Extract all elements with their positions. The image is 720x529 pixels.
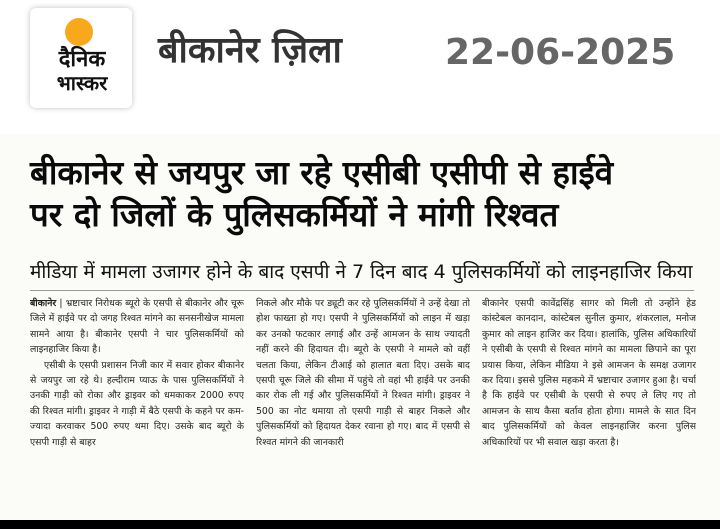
paragraph-text: | भ्रष्टाचार निरोधक ब्यूरो के एसपी से बीकानेर और चूरू जिले में हाईवे पर दो जगह रिश्वत मांगने का सनसनीखेज मामला सामने आया है। बीकानेर एसपी ने चार पुलिसकर्मियों को लाइनहाजिर किया है।	[30, 298, 244, 356]
article-headline	[30, 152, 700, 236]
district-title: बीकानेर ज़िला	[158, 30, 342, 71]
article-column-1	[30, 296, 244, 520]
divider	[30, 290, 694, 291]
article-body	[30, 296, 696, 520]
paragraph: निकले और मौके पर ड्यूटी कर रहे पुलिसकर्मियों ने उन्हें देखा तो होश फाख्ता हो गए। एसपी ने पुलिसकर्मियों को लाइन में खड़ा कर उनको फटकार लगाई और उन्हें आमजन के साथ ज्यादती नहीं करने की हिदायत दी। ब्यूरो के एसपी ने मामले को वहीं चलता किया, लेकिन टीआई को हालात बता दिए। उसके बाद एसपी चूरू जिले की सीमा में पहुंचे तो वहां भी हाईवे पर उनकी कार रोक ली गई और पुलिसकर्मियों ने रिश्वत मांगी। ड्राइवर ने 500 का नोट थमाया तो एसपी गाड़ी से बाहर निकले और पुलिसकर्मियों को हिदायत देकर रवाना हो गए। बाद में एसपी से रिश्वत मांगने की जानकारी	[256, 298, 470, 448]
article-column-2	[256, 296, 470, 520]
header-bar	[0, 0, 720, 130]
logo-line-2: भास्कर	[56, 71, 108, 95]
bottom-bar	[0, 520, 720, 529]
dateline: बीकानेर	[30, 298, 57, 309]
article-column-3	[482, 296, 696, 520]
article-subhead: मीडिया में मामला उजागर होने के बाद एसपी ने 7 दिन बाद 4 पुलिसकर्मियों को लाइनहाजिर किया	[30, 261, 693, 283]
logo-line-1: दैनिक	[58, 47, 106, 72]
dainik-bhaskar-logo	[30, 8, 132, 108]
headline-line-1: बीकानेर से जयपुर जा रहे एसीबी एसीपी से हाईवे	[30, 153, 614, 192]
paragraph: एसीबी के एसपी प्रशासन निजी कार में सवार होकर बीकानेर से जयपुर जा रहे थे। हल्दीराम प्याऊ के पास पुलिसकर्मियों ने उनकी गाड़ी को रोका और ड्राइवर को धमकाकर 2000 रुपए की रिश्वत मांगी। ड्राइवर ने गाड़ी में बैठे एसपी के कहने पर कम-ज्यादा करवाकर 500 रुपए थमा दिए। उसके बाद ब्यूरो के एसपी गाड़ी से बाहर	[30, 359, 244, 448]
sun-icon	[65, 18, 93, 46]
paragraph: बीकानेर एसपी कावेंद्रसिंह सागर को मिली तो उन्होंने हेड कांस्टेबल कानदान, कांस्टेबल सुनील कुमार, शंकरलाल, मनोज कुमार को लाइन हाजिर कर दिया। हालांकि, पुलिस अधिकारियों ने एसीबी के एसपी से रिश्वत मांगने का मामला छिपाने का पूरा प्रयास किया, लेकिन मीडिया ने इसे आमजन के समक्ष उजागर कर दिया। इससे पुलिस महकमे में भ्रष्टाचार उजागर हुआ है। चर्चा है कि हाईवे पर एसीबी के एसपी से रुपए ले लिए गए तो आमजन के साथ कैसा बर्ताव होता होगा। मामले के सात दिन बाद पुलिसकर्मियों को केवल लाइनहाजिर करना पुलिस अधिकारियों पर भी सवाल खड़ा करता है।	[482, 298, 696, 448]
edition-date: 22-06-2025	[445, 32, 676, 73]
paragraph	[30, 296, 244, 358]
headline-line-2: पर दो जिलों के पुलिसकर्मियों ने मांगी रिश्वत	[30, 195, 559, 234]
